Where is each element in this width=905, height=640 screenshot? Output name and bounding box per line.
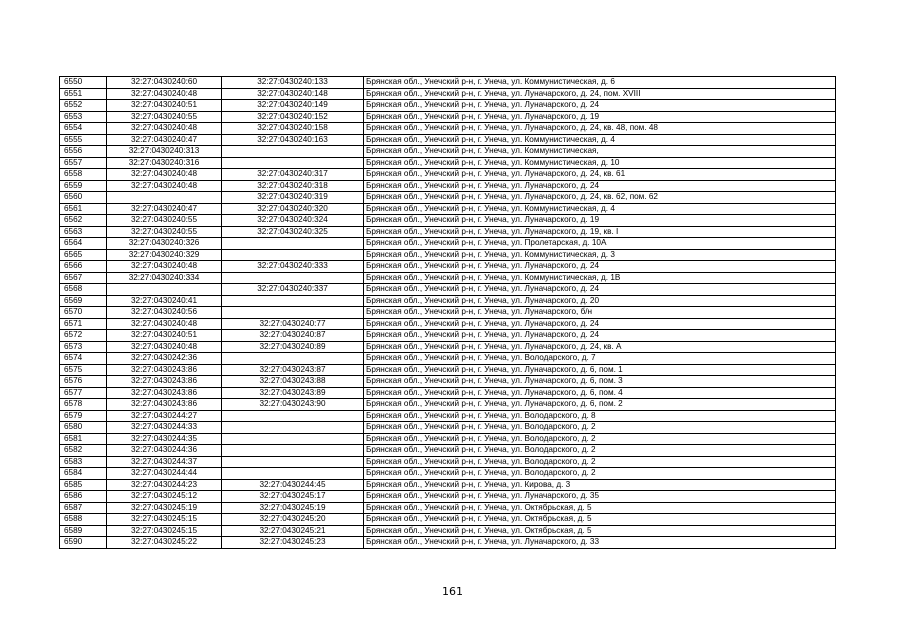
address-cell: Брянская обл., Унечский р-н, г. Унеча, ул. Володарского, д. 2	[364, 445, 836, 457]
object-cadastral-number-cell: 32:27:0430243:87	[222, 364, 364, 376]
cadastral-number-cell: 32:27:0430240:48	[107, 169, 222, 181]
address-cell: Брянская обл., Унечский р-н, г. Унеча, ул. Октябрьская, д. 5	[364, 514, 836, 526]
row-number-cell: 6569	[60, 295, 107, 307]
object-cadastral-number-cell: 32:27:0430240:158	[222, 123, 364, 135]
address-cell: Брянская обл., Унечский р-н, г. Унеча, ул. Володарского, д. 2	[364, 422, 836, 434]
address-cell: Брянская обл., Унечский р-н, г. Унеча, ул. Коммунистическая, д. 1В	[364, 272, 836, 284]
address-cell: Брянская обл., Унечский р-н, г. Унеча, ул. Володарского, д. 8	[364, 410, 836, 422]
address-cell: Брянская обл., Унечский р-н, г. Унеча, ул. Володарского, д. 2	[364, 456, 836, 468]
address-cell: Брянская обл., Унечский р-н, г. Унеча, ул. Луначарского, д. 24, кв. 48, пом. 48	[364, 123, 836, 135]
object-cadastral-number-cell: 32:27:0430240:337	[222, 284, 364, 296]
row-number-cell: 6581	[60, 433, 107, 445]
row-number-cell: 6588	[60, 514, 107, 526]
object-cadastral-number-cell	[222, 456, 364, 468]
row-number-cell: 6587	[60, 502, 107, 514]
object-cadastral-number-cell: 32:27:0430240:152	[222, 111, 364, 123]
address-cell: Брянская обл., Унечский р-н, г. Унеча, ул. Луначарского, д. 24, кв. 62, пом. 62	[364, 192, 836, 204]
row-number-cell: 6554	[60, 123, 107, 135]
row-number-cell: 6578	[60, 399, 107, 411]
table-row	[60, 318, 836, 330]
object-cadastral-number-cell: 32:27:0430240:317	[222, 169, 364, 181]
cadastral-number-cell: 32:27:0430244:37	[107, 456, 222, 468]
row-number-cell: 6567	[60, 272, 107, 284]
address-cell: Брянская обл., Унечский р-н, г. Унеча, ул. Луначарского, д. 35	[364, 491, 836, 503]
table-row	[60, 307, 836, 319]
table-row	[60, 387, 836, 399]
table-row	[60, 203, 836, 215]
object-cadastral-number-cell: 32:27:0430240:77	[222, 318, 364, 330]
object-cadastral-number-cell: 32:27:0430240:163	[222, 134, 364, 146]
address-cell: Брянская обл., Унечский р-н, г. Унеча, ул. Коммунистическая,	[364, 146, 836, 158]
row-number-cell: 6568	[60, 284, 107, 296]
cadastral-number-cell: 32:27:0430240:55	[107, 111, 222, 123]
registry-table-body	[60, 77, 836, 549]
address-cell: Брянская обл., Унечский р-н, г. Унеча, ул. Луначарского, д. 24	[364, 180, 836, 192]
address-cell: Брянская обл., Унечский р-н, г. Унеча, ул. Володарского, д. 7	[364, 353, 836, 365]
cadastral-number-cell: 32:27:0430240:56	[107, 307, 222, 319]
table-row	[60, 272, 836, 284]
address-cell: Брянская обл., Унечский р-н, г. Унеча, ул. Луначарского, д. 24, пом. XVIII	[364, 88, 836, 100]
address-cell: Брянская обл., Унечский р-н, г. Унеча, ул. Володарского, д. 2	[364, 468, 836, 480]
cadastral-number-cell: 32:27:0430240:326	[107, 238, 222, 250]
cadastral-number-cell: 32:27:0430240:48	[107, 318, 222, 330]
cadastral-number-cell: 32:27:0430240:329	[107, 249, 222, 261]
table-row	[60, 353, 836, 365]
row-number-cell: 6589	[60, 525, 107, 537]
cadastral-number-cell: 32:27:0430243:86	[107, 387, 222, 399]
cadastral-number-cell: 32:27:0430245:19	[107, 502, 222, 514]
row-number-cell: 6574	[60, 353, 107, 365]
row-number-cell: 6564	[60, 238, 107, 250]
row-number-cell: 6584	[60, 468, 107, 480]
object-cadastral-number-cell	[222, 445, 364, 457]
cadastral-number-cell: 32:27:0430245:15	[107, 514, 222, 526]
object-cadastral-number-cell: 32:27:0430240:148	[222, 88, 364, 100]
object-cadastral-number-cell: 32:27:0430243:88	[222, 376, 364, 388]
object-cadastral-number-cell	[222, 307, 364, 319]
cadastral-number-cell: 32:27:0430243:86	[107, 376, 222, 388]
address-cell: Брянская обл., Унечский р-н, г. Унеча, ул. Октябрьская, д. 5	[364, 502, 836, 514]
cadastral-number-cell: 32:27:0430240:55	[107, 215, 222, 227]
table-row	[60, 445, 836, 457]
cadastral-number-cell: 32:27:0430244:44	[107, 468, 222, 480]
object-cadastral-number-cell: 32:27:0430240:319	[222, 192, 364, 204]
object-cadastral-number-cell: 32:27:0430243:90	[222, 399, 364, 411]
address-cell: Брянская обл., Унечский р-н, г. Унеча, ул. Луначарского, д. 6, пом. 4	[364, 387, 836, 399]
table-row	[60, 410, 836, 422]
object-cadastral-number-cell: 32:27:0430240:324	[222, 215, 364, 227]
row-number-cell: 6576	[60, 376, 107, 388]
address-cell: Брянская обл., Унечский р-н, г. Унеча, ул. Луначарского, д. 24	[364, 100, 836, 112]
row-number-cell: 6552	[60, 100, 107, 112]
table-row	[60, 180, 836, 192]
table-row	[60, 146, 836, 158]
object-cadastral-number-cell	[222, 468, 364, 480]
address-cell: Брянская обл., Унечский р-н, г. Унеча, ул. Луначарского, д. 24, кв. 61	[364, 169, 836, 181]
row-number-cell: 6575	[60, 364, 107, 376]
object-cadastral-number-cell: 32:27:0430245:19	[222, 502, 364, 514]
table-row	[60, 525, 836, 537]
cadastral-number-cell: 32:27:0430242:36	[107, 353, 222, 365]
address-cell: Брянская обл., Унечский р-н, г. Унеча, ул. Луначарского, д. 6, пом. 2	[364, 399, 836, 411]
address-cell: Брянская обл., Унечский р-н, г. Унеча, ул. Луначарского, б/н	[364, 307, 836, 319]
cadastral-number-cell: 32:27:0430240:60	[107, 77, 222, 89]
cadastral-number-cell	[107, 284, 222, 296]
row-number-cell: 6570	[60, 307, 107, 319]
cadastral-number-cell: 32:27:0430240:41	[107, 295, 222, 307]
address-cell: Брянская обл., Унечский р-н, г. Унеча, ул. Луначарского, д. 20	[364, 295, 836, 307]
registry-table	[59, 76, 836, 549]
cadastral-number-cell: 32:27:0430244:23	[107, 479, 222, 491]
row-number-cell: 6558	[60, 169, 107, 181]
table-row	[60, 456, 836, 468]
object-cadastral-number-cell	[222, 422, 364, 434]
table-row	[60, 77, 836, 89]
cadastral-number-cell: 32:27:0430244:27	[107, 410, 222, 422]
object-cadastral-number-cell: 32:27:0430240:87	[222, 330, 364, 342]
table-row	[60, 491, 836, 503]
object-cadastral-number-cell: 32:27:0430245:20	[222, 514, 364, 526]
table-row	[60, 249, 836, 261]
row-number-cell: 6559	[60, 180, 107, 192]
object-cadastral-number-cell	[222, 410, 364, 422]
address-cell: Брянская обл., Унечский р-н, г. Унеча, ул. Луначарского, д. 19	[364, 215, 836, 227]
address-cell: Брянская обл., Унечский р-н, г. Унеча, ул. Луначарского, д. 6, пом. 3	[364, 376, 836, 388]
row-number-cell: 6555	[60, 134, 107, 146]
object-cadastral-number-cell	[222, 157, 364, 169]
object-cadastral-number-cell	[222, 353, 364, 365]
object-cadastral-number-cell	[222, 238, 364, 250]
row-number-cell: 6551	[60, 88, 107, 100]
row-number-cell: 6557	[60, 157, 107, 169]
row-number-cell: 6585	[60, 479, 107, 491]
cadastral-number-cell: 32:27:0430240:47	[107, 203, 222, 215]
row-number-cell: 6560	[60, 192, 107, 204]
object-cadastral-number-cell	[222, 146, 364, 158]
object-cadastral-number-cell	[222, 433, 364, 445]
object-cadastral-number-cell: 32:27:0430240:133	[222, 77, 364, 89]
cadastral-number-cell: 32:27:0430245:15	[107, 525, 222, 537]
table-row	[60, 215, 836, 227]
row-number-cell: 6577	[60, 387, 107, 399]
table-row	[60, 169, 836, 181]
cadastral-number-cell: 32:27:0430243:86	[107, 364, 222, 376]
object-cadastral-number-cell: 32:27:0430243:89	[222, 387, 364, 399]
table-row	[60, 399, 836, 411]
object-cadastral-number-cell: 32:27:0430240:325	[222, 226, 364, 238]
address-cell: Брянская обл., Унечский р-н, г. Унеча, ул. Луначарского, д. 24	[364, 261, 836, 273]
table-row	[60, 433, 836, 445]
cadastral-number-cell: 32:27:0430240:51	[107, 330, 222, 342]
table-row	[60, 238, 836, 250]
address-cell: Брянская обл., Унечский р-н, г. Унеча, ул. Коммунистическая, д. 4	[364, 134, 836, 146]
row-number-cell: 6563	[60, 226, 107, 238]
row-number-cell: 6572	[60, 330, 107, 342]
object-cadastral-number-cell: 32:27:0430240:333	[222, 261, 364, 273]
cadastral-number-cell: 32:27:0430240:48	[107, 123, 222, 135]
address-cell: Брянская обл., Унечский р-н, г. Унеча, ул. Луначарского, д. 24, кв. А	[364, 341, 836, 353]
table-row	[60, 192, 836, 204]
cadastral-number-cell: 32:27:0430240:55	[107, 226, 222, 238]
table-row	[60, 376, 836, 388]
object-cadastral-number-cell	[222, 272, 364, 284]
row-number-cell: 6566	[60, 261, 107, 273]
object-cadastral-number-cell: 32:27:0430245:23	[222, 537, 364, 549]
address-cell: Брянская обл., Унечский р-н, г. Унеча, ул. Коммунистическая, д. 10	[364, 157, 836, 169]
table-row	[60, 88, 836, 100]
cadastral-number-cell: 32:27:0430240:316	[107, 157, 222, 169]
row-number-cell: 6562	[60, 215, 107, 227]
row-number-cell: 6571	[60, 318, 107, 330]
object-cadastral-number-cell: 32:27:0430240:320	[222, 203, 364, 215]
table-row	[60, 100, 836, 112]
row-number-cell: 6583	[60, 456, 107, 468]
row-number-cell: 6586	[60, 491, 107, 503]
address-cell: Брянская обл., Унечский р-н, г. Унеча, ул. Луначарского, д. 19	[364, 111, 836, 123]
object-cadastral-number-cell: 32:27:0430240:149	[222, 100, 364, 112]
table-row	[60, 341, 836, 353]
object-cadastral-number-cell: 32:27:0430244:45	[222, 479, 364, 491]
object-cadastral-number-cell: 32:27:0430240:89	[222, 341, 364, 353]
table-row	[60, 479, 836, 491]
cadastral-number-cell: 32:27:0430240:334	[107, 272, 222, 284]
cadastral-number-cell: 32:27:0430240:47	[107, 134, 222, 146]
address-cell: Брянская обл., Унечский р-н, г. Унеча, ул. Луначарского, д. 24	[364, 330, 836, 342]
row-number-cell: 6565	[60, 249, 107, 261]
address-cell: Брянская обл., Унечский р-н, г. Унеча, ул. Октябрьская, д. 5	[364, 525, 836, 537]
address-cell: Брянская обл., Унечский р-н, г. Унеча, ул. Коммунистическая, д. 3	[364, 249, 836, 261]
object-cadastral-number-cell	[222, 249, 364, 261]
table-row	[60, 157, 836, 169]
page-number: 161	[442, 585, 463, 598]
cadastral-number-cell: 32:27:0430243:86	[107, 399, 222, 411]
table-row	[60, 422, 836, 434]
table-row	[60, 226, 836, 238]
table-row	[60, 261, 836, 273]
row-number-cell: 6590	[60, 537, 107, 549]
object-cadastral-number-cell: 32:27:0430245:21	[222, 525, 364, 537]
table-row	[60, 468, 836, 480]
cadastral-number-cell: 32:27:0430240:313	[107, 146, 222, 158]
address-cell: Брянская обл., Унечский р-н, г. Унеча, ул. Луначарского, д. 19, кв. I	[364, 226, 836, 238]
cadastral-number-cell: 32:27:0430244:36	[107, 445, 222, 457]
object-cadastral-number-cell: 32:27:0430245:17	[222, 491, 364, 503]
address-cell: Брянская обл., Унечский р-н, г. Унеча, ул. Луначарского, д. 24	[364, 284, 836, 296]
cadastral-number-cell: 32:27:0430240:48	[107, 180, 222, 192]
row-number-cell: 6580	[60, 422, 107, 434]
cadastral-number-cell: 32:27:0430244:33	[107, 422, 222, 434]
object-cadastral-number-cell	[222, 295, 364, 307]
address-cell: Брянская обл., Унечский р-н, г. Унеча, ул. Володарского, д. 2	[364, 433, 836, 445]
address-cell: Брянская обл., Унечский р-н, г. Унеча, ул. Пролетарская, д. 10А	[364, 238, 836, 250]
table-row	[60, 134, 836, 146]
address-cell: Брянская обл., Унечский р-н, г. Унеча, ул. Кирова, д. 3	[364, 479, 836, 491]
cadastral-number-cell: 32:27:0430240:51	[107, 100, 222, 112]
table-row	[60, 295, 836, 307]
table-row	[60, 364, 836, 376]
row-number-cell: 6556	[60, 146, 107, 158]
cadastral-number-cell: 32:27:0430245:12	[107, 491, 222, 503]
row-number-cell: 6561	[60, 203, 107, 215]
table-row	[60, 330, 836, 342]
address-cell: Брянская обл., Унечский р-н, г. Унеча, ул. Коммунистическая, д. 4	[364, 203, 836, 215]
cadastral-number-cell: 32:27:0430244:35	[107, 433, 222, 445]
table-row	[60, 284, 836, 296]
cadastral-number-cell	[107, 192, 222, 204]
table-row	[60, 502, 836, 514]
table-row	[60, 514, 836, 526]
cadastral-number-cell: 32:27:0430240:48	[107, 341, 222, 353]
address-cell: Брянская обл., Унечский р-н, г. Унеча, ул. Луначарского, д. 6, пом. 1	[364, 364, 836, 376]
row-number-cell: 6573	[60, 341, 107, 353]
address-cell: Брянская обл., Унечский р-н, г. Унеча, ул. Коммунистическая, д. 6	[364, 77, 836, 89]
object-cadastral-number-cell: 32:27:0430240:318	[222, 180, 364, 192]
row-number-cell: 6582	[60, 445, 107, 457]
cadastral-number-cell: 32:27:0430240:48	[107, 261, 222, 273]
cadastral-number-cell: 32:27:0430245:22	[107, 537, 222, 549]
table-row	[60, 537, 836, 549]
row-number-cell: 6579	[60, 410, 107, 422]
row-number-cell: 6550	[60, 77, 107, 89]
address-cell: Брянская обл., Унечский р-н, г. Унеча, ул. Луначарского, д. 33	[364, 537, 836, 549]
address-cell: Брянская обл., Унечский р-н, г. Унеча, ул. Луначарского, д. 24	[364, 318, 836, 330]
table-row	[60, 111, 836, 123]
row-number-cell: 6553	[60, 111, 107, 123]
cadastral-number-cell: 32:27:0430240:48	[107, 88, 222, 100]
table-row	[60, 123, 836, 135]
